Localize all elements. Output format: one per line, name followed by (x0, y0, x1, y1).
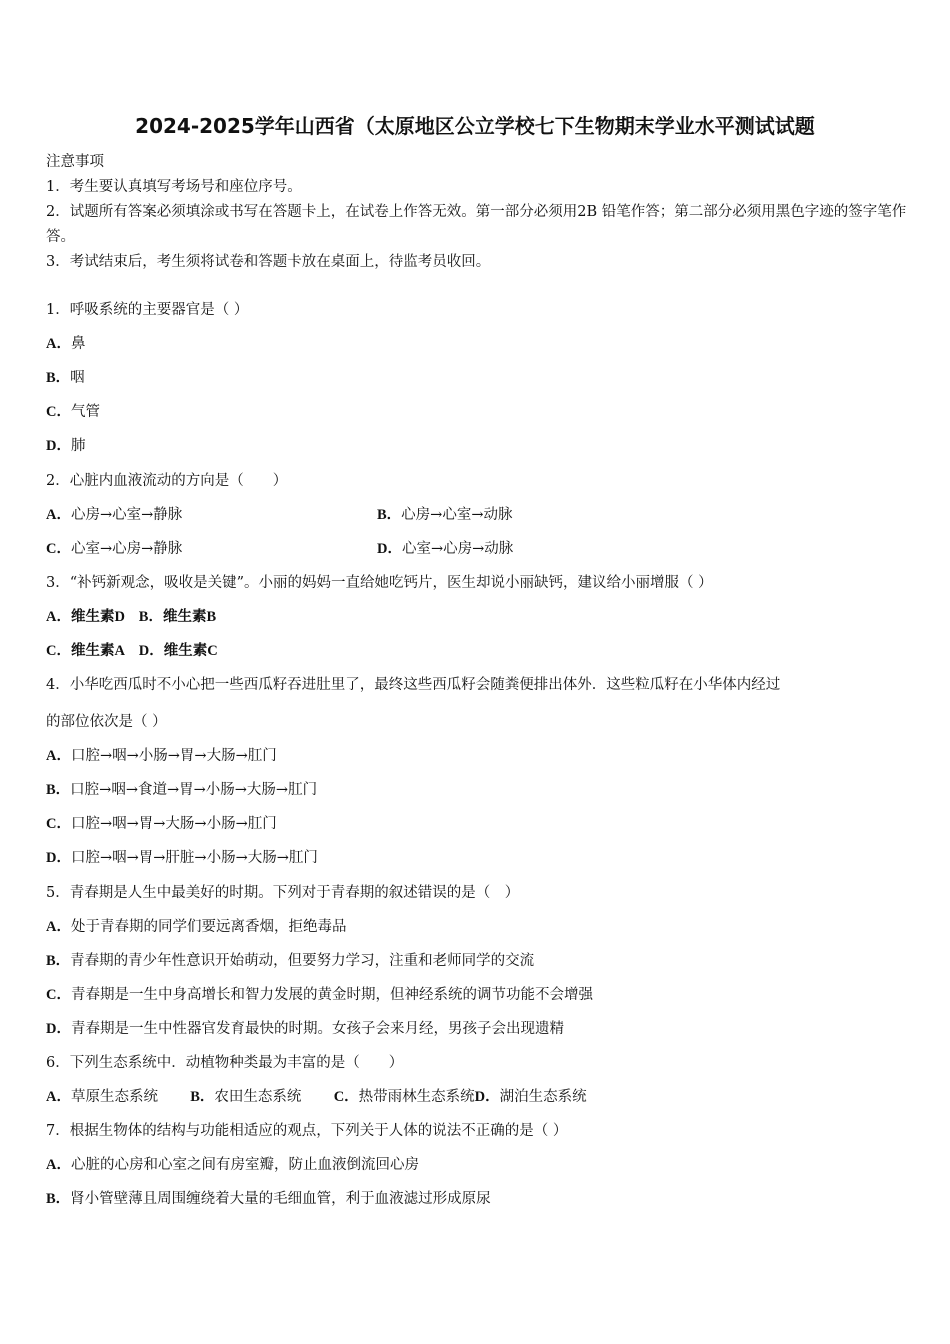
option-text: 口腔→咽→小肠→胃→大肠→肛门 (70, 748, 277, 764)
question-4-option-c (46, 814, 277, 834)
option-label: A． (46, 336, 71, 352)
option-text: 草原生态系统 (70, 1089, 158, 1105)
option-text: 维生素B (162, 609, 217, 625)
question-4-option-d (46, 848, 318, 868)
question-2-stem: 2．心脏内血液流动的方向是（ ） (46, 473, 288, 489)
question-5-option-b (46, 951, 534, 971)
option-text: 农田生态系统 (214, 1089, 302, 1105)
page-title: 2024-2025学年山西省（太原地区公立学校七下生物期末学业水平测试试题 (135, 114, 815, 138)
option-label: A． (46, 748, 71, 764)
option-text: 口腔→咽→食道→胃→小肠→大肠→肛门 (70, 782, 318, 798)
question-6-options-row (46, 1087, 587, 1107)
question-5-stem: 5．青春期是人生中最美好的时期。下列对于青春期的叙述错误的是（ ） (46, 885, 520, 901)
question-5-option-d (46, 1019, 564, 1039)
question-7-option-b (46, 1189, 491, 1209)
option-label: A． (46, 507, 71, 523)
option-text: 青春期的青少年性意识开始萌动，但要努力学习，注重和老师同学的交流 (70, 953, 535, 969)
question-4-option-b (46, 780, 317, 800)
option-text: 口腔→咽→胃→大肠→小肠→肛门 (70, 816, 277, 832)
option-text: 鼻 (70, 336, 86, 352)
option-label: D． (138, 643, 164, 659)
question-4-option-a (46, 746, 277, 766)
option-text: 维生素C (163, 643, 218, 659)
option-label: A． (46, 1157, 71, 1173)
option-label: D． (46, 850, 71, 866)
option-text: 心脏的心房和心室之间有房室瓣，防止血液倒流回心房 (70, 1157, 419, 1173)
question-2-options-row-2 (46, 539, 746, 559)
question-1-option-d (46, 436, 85, 456)
option-text: 口腔→咽→胃→肝脏→小肠→大肠→肛门 (70, 850, 318, 866)
option-text: 肺 (70, 438, 86, 454)
option-label: C． (46, 643, 71, 659)
option-text: 咽 (70, 370, 85, 386)
option-text: 心房→心室→动脉 (401, 507, 513, 523)
question-3-stem: 3．“补钙新观念，吸收是关键”。小丽的妈妈一直给她吃钙片，医生却说小丽缺钙，建议给小丽增服（ ） (46, 575, 713, 591)
option-label: C． (46, 541, 71, 557)
question-7-stem: 7．根据生物体的结构与功能相适应的观点，下列关于人体的说法不正确的是（ ） (46, 1123, 568, 1139)
option-label: D． (46, 1021, 71, 1037)
option-label: B． (46, 1191, 71, 1207)
option-text: 心室→心房→动脉 (401, 541, 514, 557)
option-text: 维生素A (70, 643, 125, 659)
option-label: B． (46, 782, 71, 798)
option-label: D． (377, 541, 402, 557)
option-text: 心房→心室→静脉 (70, 507, 183, 523)
question-1-option-b (46, 368, 85, 388)
option-text: 心室→心房→静脉 (70, 541, 183, 557)
question-3-options-row-2 (46, 641, 218, 661)
question-1-option-c (46, 402, 100, 422)
notice-section (46, 150, 908, 275)
question-4-stem-line-1: 4．小华吃西瓜时不小心把一些西瓜籽吞进肚里了，最终这些西瓜籽会随粪便排出体外．这些粒瓜籽在小华体内经过 (46, 677, 781, 693)
option-label: C． (46, 987, 71, 1003)
option-label: B． (377, 507, 402, 523)
option-text: 气管 (70, 404, 100, 420)
notice-item-1: 1．考生要认真填写考场号和座位序号。 (46, 179, 302, 195)
option-text: 维生素D (70, 609, 125, 625)
question-1-option-a (46, 334, 85, 354)
question-5-option-a (46, 917, 346, 937)
option-text: 青春期是一生中身高增长和智力发展的黄金时期，但神经系统的调节功能不会增强 (70, 987, 593, 1003)
option-text: 处于青春期的同学们要远离香烟，拒绝毒品 (70, 919, 347, 935)
option-label: C． (46, 404, 71, 420)
question-7-option-a (46, 1155, 419, 1175)
option-label: D． (474, 1089, 500, 1105)
option-label: B． (46, 953, 71, 969)
notice-heading: 注意事项 (46, 154, 104, 170)
option-label: B． (190, 1089, 215, 1105)
question-5-option-c (46, 985, 593, 1005)
question-1-stem: 1．呼吸系统的主要器官是（ ） (46, 302, 249, 318)
notice-item-3: 3．考试结束后，考生须将试卷和答题卡放在桌面上，待监考员收回。 (46, 254, 491, 270)
option-label: C． (46, 816, 71, 832)
option-text: 热带雨林生态系统 (358, 1089, 475, 1105)
question-4-stem-line-2: 的部位依次是（ ） (46, 714, 167, 730)
option-text: 肾小管壁薄且周围缠绕着大量的毛细血管，利于血液滤过形成原尿 (70, 1191, 491, 1207)
option-label: A． (46, 609, 71, 625)
question-2-option-d (377, 539, 513, 559)
option-label: D． (46, 438, 71, 454)
option-label: A． (46, 1089, 71, 1105)
question-6-stem: 6．下列生态系统中．动植物种类最为丰富的是（ ） (46, 1055, 404, 1071)
option-label: A． (46, 919, 71, 935)
option-text: 青春期是一生中性器官发育最快的时期。女孩子会来月经，男孩子会出现遗精 (70, 1021, 564, 1037)
option-text: 湖泊生态系统 (499, 1089, 587, 1105)
question-2-options-row-1 (46, 505, 746, 525)
option-label: B． (138, 609, 163, 625)
option-label: C． (333, 1089, 359, 1105)
question-2-option-b (377, 505, 512, 525)
question-3-options-row-1 (46, 607, 216, 627)
notice-item-2: 2．试题所有答案必须填涂或书写在答题卡上，在试卷上作答无效。第一部分必须用2B 铅笔作答；第二部分必须用黑色字迹的签字笔作答。 (46, 204, 907, 245)
option-label: B． (46, 370, 71, 386)
